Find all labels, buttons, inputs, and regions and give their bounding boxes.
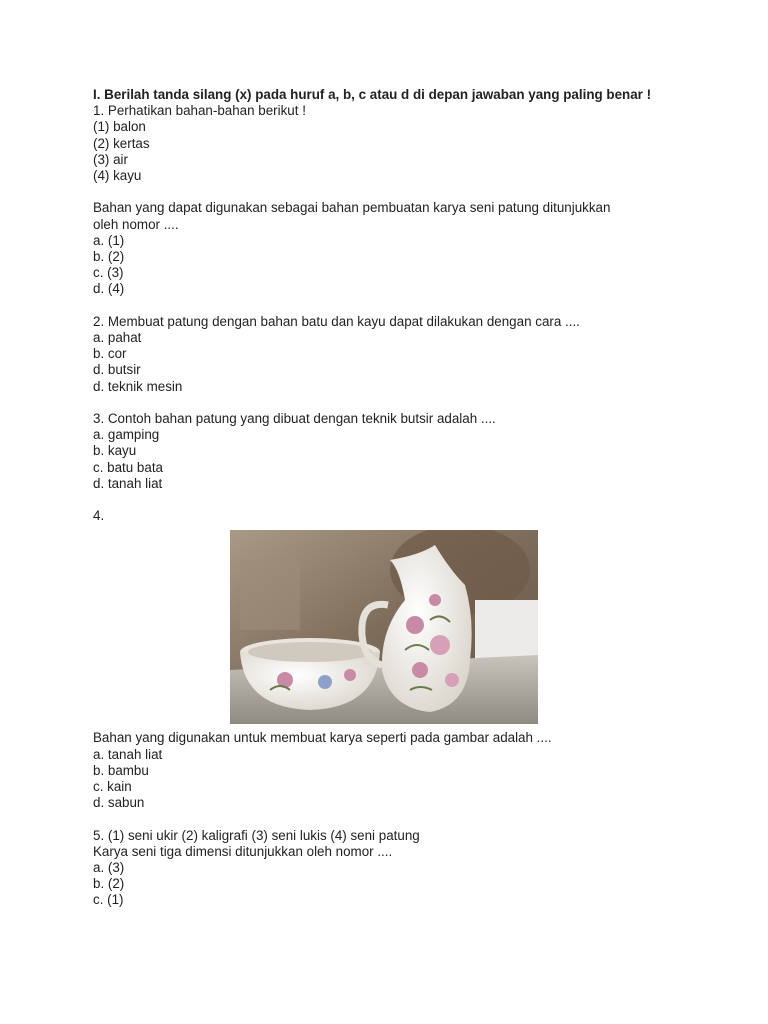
- answer-option: a. gamping: [93, 427, 160, 443]
- answer-option: d. tanah liat: [93, 475, 163, 491]
- answer-option: b. kayu: [93, 443, 137, 459]
- answer-option: b. cor: [93, 346, 127, 362]
- answer-option: a. tanah liat: [93, 746, 163, 762]
- list-item: (2) kertas: [93, 135, 150, 151]
- answer-option: b. (2): [93, 249, 125, 265]
- question-text: 2. Membuat patung dengan bahan batu dan kayu dapat dilakukan dengan cara ....: [93, 313, 580, 329]
- question-3: [93, 411, 683, 492]
- answer-option: c. kain: [93, 779, 132, 795]
- question-text: oleh nomor ....: [93, 216, 179, 232]
- answer-option: c. (3): [93, 265, 124, 281]
- question-text: Bahan yang dapat digunakan sebagai bahan pembuatan karya seni patung ditunjukkan: [93, 200, 611, 216]
- answer-option: d. sabun: [93, 795, 145, 811]
- answer-option: d. butsir: [93, 362, 141, 378]
- ceramic-pitcher-photo: [230, 530, 538, 724]
- question-text: Karya seni tiga dimensi ditunjukkan oleh nomor ....: [93, 843, 393, 859]
- question-text: 5. (1) seni ukir (2) kaligrafi (3) seni lukis (4) seni patung: [93, 827, 420, 843]
- answer-option: a. pahat: [93, 330, 142, 346]
- question-1: [93, 103, 683, 297]
- answer-option: a. (3): [93, 860, 125, 876]
- question-text: Bahan yang digunakan untuk membuat karya seperti pada gambar adalah ....: [93, 730, 552, 746]
- question-2: [93, 314, 683, 395]
- question-number: 4.: [93, 508, 105, 524]
- question-5: [93, 828, 683, 909]
- answer-option: a. (1): [93, 232, 125, 248]
- list-item: (1) balon: [93, 119, 146, 135]
- answer-option: d. teknik mesin: [93, 378, 183, 394]
- question-text: 3. Contoh bahan patung yang dibuat dengan teknik butsir adalah ....: [93, 411, 496, 427]
- answer-option: c. batu bata: [93, 459, 163, 475]
- list-item: (3) air: [93, 151, 128, 167]
- answer-option: c. (1): [93, 892, 124, 908]
- ceramic-pitcher-and-bowl-icon: [230, 530, 538, 724]
- list-item: (4) kayu: [93, 168, 142, 184]
- answer-option: b. (2): [93, 876, 125, 892]
- instruction-heading: I. Berilah tanda silang (x) pada huruf a, b, c atau d di depan jawaban yang paling benar !: [93, 87, 652, 102]
- worksheet-content: [93, 87, 683, 909]
- question-4: [93, 508, 683, 811]
- answer-option: d. (4): [93, 281, 125, 297]
- answer-option: b. bambu: [93, 762, 149, 778]
- question-text: 1. Perhatikan bahan-bahan berikut !: [93, 103, 306, 119]
